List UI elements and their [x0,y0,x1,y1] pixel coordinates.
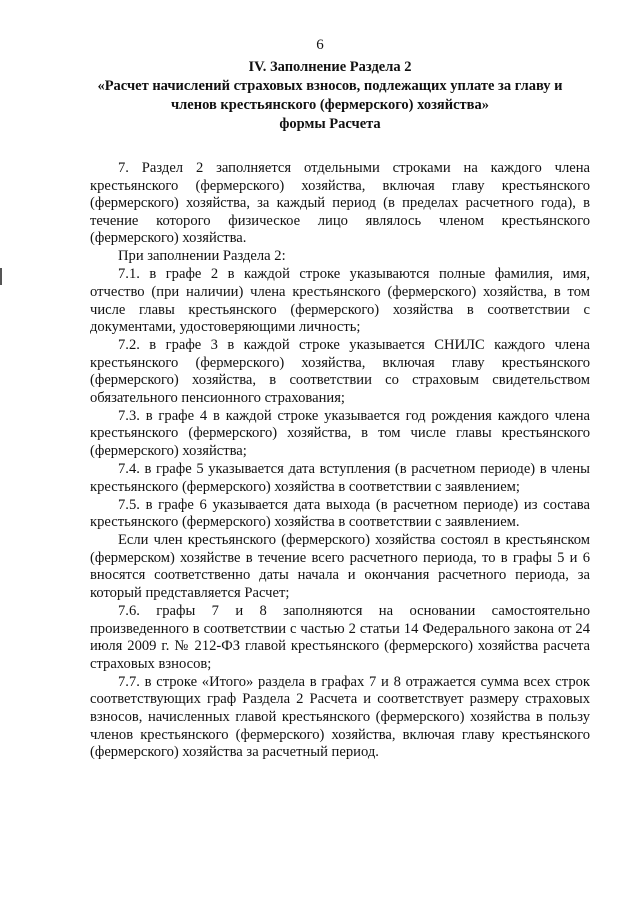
paragraph-7-6: 7.6. графы 7 и 8 заполняются на основании самостоятельно произведенного в соответствии с частью 2 статьи 14 Федерального закона от 24 июля 2009 г. № 212-ФЗ главой крестьянского (фермерского) хозяйства расчета страховых взносов; [90,602,590,672]
heading-line-3: членов крестьянского (фермерского) хозяйства» [170,97,489,113]
paragraph-7-3: 7.3. в графе 4 в каждой строке указывается год рождения каждого члена крестьянского (фермерского) хозяйства, в том числе главы крестьянского (фермерского) хозяйства; [90,407,590,460]
paragraph-7-1: 7.1. в графе 2 в каждой строке указываются полные фамилия, имя, отчество (при наличии) члена крестьянского (фермерского) хозяйства, в том числе главы крестьянского (фермерского) хозяйства в соответствии с документами, удостоверяющими личность; [90,266,590,336]
paragraph-note: Если член крестьянского (фермерского) хозяйства состоял в крестьянском (фермерском) хозяйстве в течение всего расчетного периода, то в графы 5 и 6 вносятся соответственно даты начала и окончания расчетного периода, за который представляется Расчет; [90,532,590,601]
document-body [90,160,590,762]
heading-line-1: IV. Заполнение Раздела 2 [248,59,412,75]
paragraph-7-2: 7.2. в графе 3 в каждой строке указывается СНИЛС каждого члена крестьянского (фермерского) хозяйства, включая главу крестьянского (фермерского) хозяйства, в соответствии со страховым свидетельством обязательного пенсионного страхования; [90,337,590,406]
section-heading [60,58,600,134]
scan-margin-mark [0,268,2,285]
paragraph-intro: При заполнении Раздела 2: [118,248,286,265]
heading-line-2: «Расчет начислений страховых взносов, подлежащих уплате за главу и [97,78,563,94]
page-number: 6 [316,37,324,53]
paragraph-7: 7. Раздел 2 заполняется отдельными строками на каждого члена крестьянского (фермерского) хозяйства, включая главу крестьянского (фермерского) хозяйства, за каждый период (в пределах расчетного года), в течение которого физическое лицо являлось членом крестьянского (фермерского) хозяйства. [90,160,590,247]
paragraph-7-5: 7.5. в графе 6 указывается дата выхода (в расчетном периоде) из состава крестьянского (фермерского) хозяйства в соответствии с заявлением. [90,496,590,531]
paragraph-7-4: 7.4. в графе 5 указывается дата вступления (в расчетном периоде) в члены крестьянского (фермерского) хозяйства в соответствии с заявлением; [90,461,590,495]
heading-line-4: формы Расчета [279,116,381,132]
paragraph-7-7: 7.7. в строке «Итого» раздела в графах 7 и 8 отражается сумма всех строк соответствующих граф Раздела 2 Расчета и соответствует размеру страховых взносов, начисленных главой крестьянского (фермерского) хозяйства в пользу членов крестьянского (фермерского) хозяйства, включая главу крестьянского (фермерского) хозяйства за расчетный период. [90,673,590,761]
